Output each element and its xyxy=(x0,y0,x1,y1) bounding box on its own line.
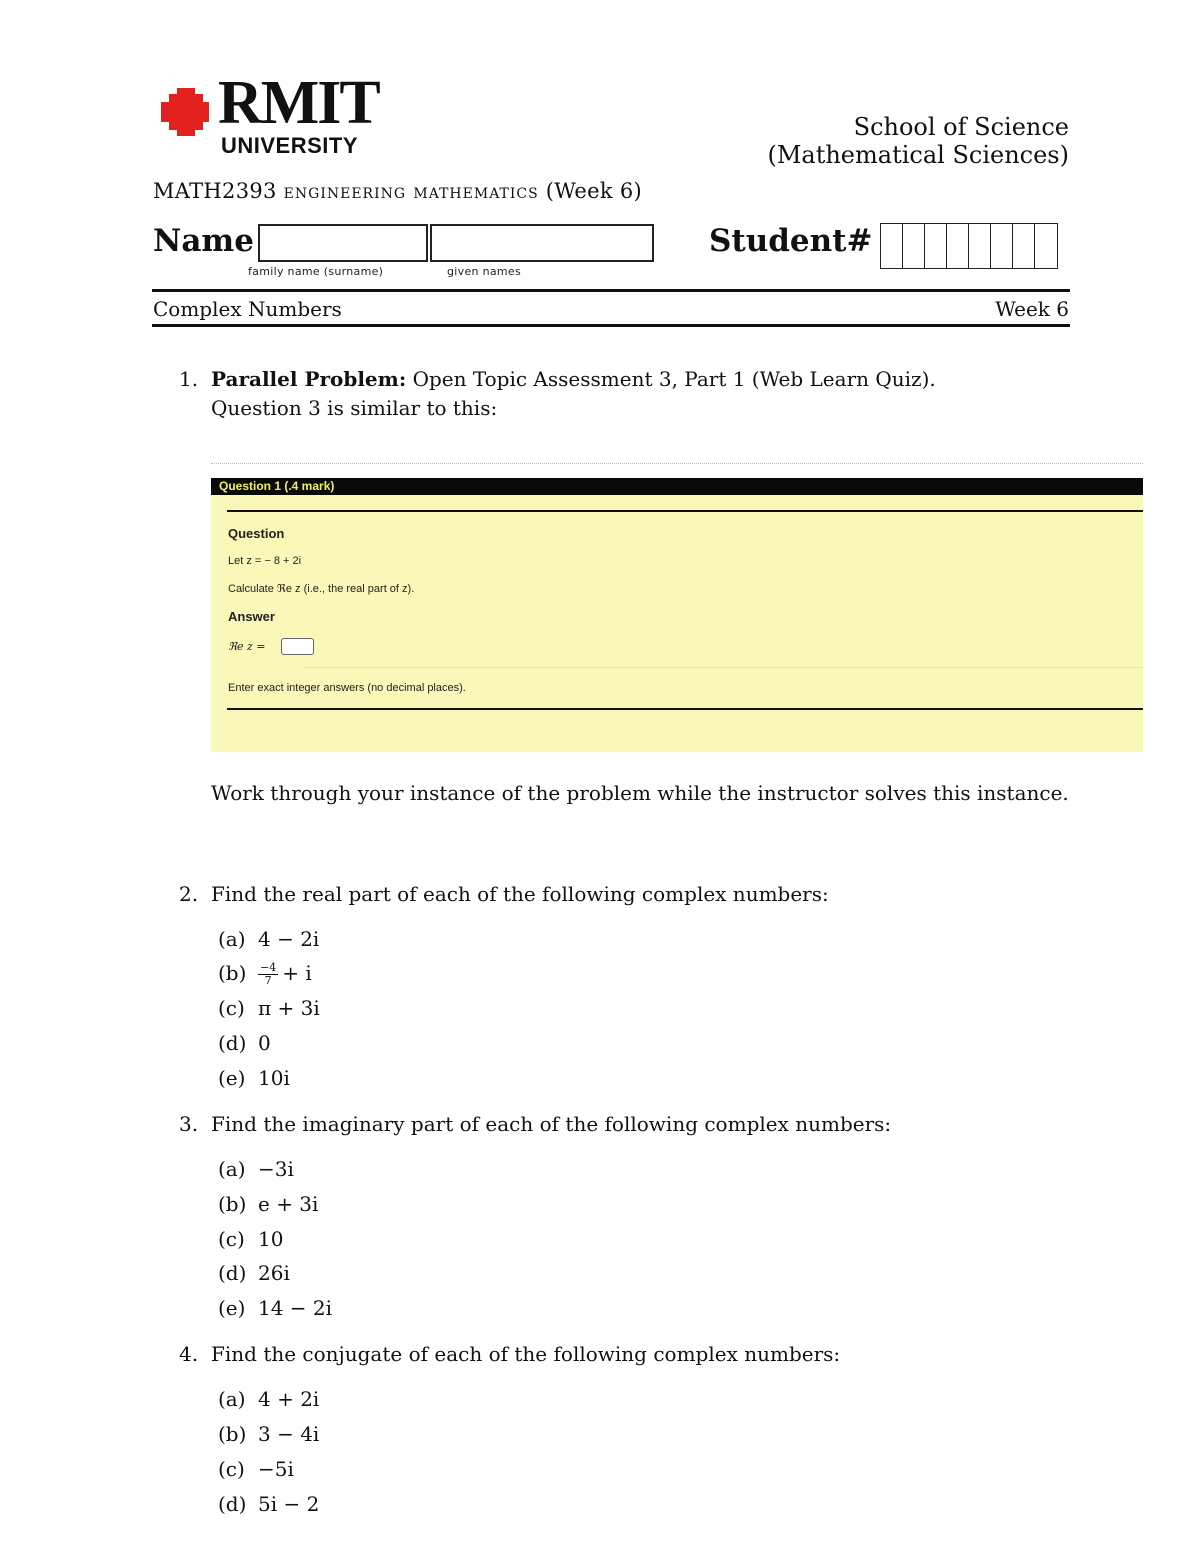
part-label: (d) xyxy=(218,1492,247,1516)
list-item xyxy=(218,1296,332,1320)
part-label: (d) xyxy=(218,1031,247,1055)
quiz-question-heading: Question xyxy=(228,526,285,541)
part-expression: 0 xyxy=(258,1031,271,1055)
part-expression: 10 xyxy=(258,1227,284,1251)
question-1-line-1-rest: Open Topic Assessment 3, Part 1 (Web Learn Quiz). xyxy=(406,367,936,391)
student-digit-box[interactable] xyxy=(947,224,969,268)
course-week: (Week 6) xyxy=(545,179,642,203)
part-label: (c) xyxy=(218,996,245,1020)
quiz-let-line: Let z = − 8 + 2i xyxy=(228,555,302,567)
student-digit-box[interactable] xyxy=(969,224,991,268)
list-item xyxy=(218,1031,271,1055)
part-expression: 3 − 4i xyxy=(258,1422,320,1446)
list-item xyxy=(218,1157,294,1181)
rmit-logo-mark-icon xyxy=(155,82,225,142)
list-item xyxy=(218,927,319,951)
surname-hint: family name (surname) xyxy=(248,265,384,278)
course-name: engineering mathematics xyxy=(283,179,539,203)
student-digit-box[interactable] xyxy=(1035,224,1057,268)
quiz-instructions: Enter exact integer answers (no decimal places). xyxy=(228,682,466,694)
week-label: Week 6 xyxy=(995,297,1069,321)
part-label: (a) xyxy=(218,1157,246,1181)
quiz-screenshot xyxy=(211,463,1143,752)
topic-title: Complex Numbers xyxy=(153,297,342,321)
parallel-problem-label: Parallel Problem: xyxy=(211,367,407,391)
header-rule-top xyxy=(152,289,1070,292)
part-label: (c) xyxy=(218,1227,245,1251)
student-digit-box[interactable] xyxy=(991,224,1013,268)
school-department: (Mathematical Sciences) xyxy=(767,141,1069,169)
list-item xyxy=(218,1457,294,1481)
list-item xyxy=(218,1066,290,1090)
quiz-divider xyxy=(227,708,1143,710)
question-2-text: Find the real part of each of the following complex numbers: xyxy=(211,882,829,906)
part-label: (d) xyxy=(218,1261,247,1285)
part-label: (b) xyxy=(218,961,247,985)
question-1-line-2: Question 3 is similar to this: xyxy=(211,396,498,420)
part-expression: 4 − 2i xyxy=(258,927,320,951)
student-digit-box[interactable] xyxy=(881,224,903,268)
student-number-boxes[interactable] xyxy=(880,223,1058,269)
course-title xyxy=(153,179,642,203)
question-number: 4. xyxy=(179,1342,199,1366)
part-expression: 26i xyxy=(258,1261,290,1285)
student-digit-box[interactable] xyxy=(1013,224,1035,268)
part-label: (b) xyxy=(218,1192,247,1216)
list-item xyxy=(218,1422,319,1446)
list-item xyxy=(218,961,312,987)
given-names-hint: given names xyxy=(447,265,522,278)
student-number-label: Student# xyxy=(709,223,873,259)
part-expression: π + 3i xyxy=(258,996,320,1020)
part-expression: −5i xyxy=(258,1457,294,1481)
fraction-numerator: −4 xyxy=(260,961,277,975)
quiz-question-header-label: Question 1 (.4 mark) xyxy=(219,479,335,493)
part-label: (e) xyxy=(218,1066,246,1090)
list-item xyxy=(218,1192,318,1216)
quiz-calc-line: Calculate ℜe z (i.e., the real part of z). xyxy=(228,583,415,595)
quiz-body xyxy=(211,495,1143,752)
part-expression: 4 + 2i xyxy=(258,1387,320,1411)
part-label: (e) xyxy=(218,1296,246,1320)
part-expression: −3i xyxy=(258,1157,294,1181)
question-number: 3. xyxy=(179,1112,199,1136)
logo-subword: UNIVERSITY xyxy=(221,133,359,158)
quiz-answer-input[interactable] xyxy=(281,638,314,655)
quiz-answer-label: ℜe z = xyxy=(228,640,266,653)
list-item xyxy=(218,1492,319,1516)
question-1-line-1 xyxy=(211,367,936,391)
list-item xyxy=(218,996,320,1020)
question-number: 2. xyxy=(179,882,199,906)
part-label: (c) xyxy=(218,1457,245,1481)
quiz-divider-light xyxy=(303,667,1143,668)
question-number: 1. xyxy=(179,367,199,391)
name-label: Name xyxy=(153,223,254,259)
fraction xyxy=(258,962,278,986)
part-expression: 14 − 2i xyxy=(258,1296,333,1320)
part-label: (b) xyxy=(218,1422,247,1446)
fraction-denominator: 7 xyxy=(264,974,272,987)
student-digit-box[interactable] xyxy=(925,224,947,268)
list-item xyxy=(218,1227,283,1251)
part-expression: 5i − 2 xyxy=(258,1492,320,1516)
logo-wordmark: RMIT xyxy=(218,69,379,137)
given-names-field[interactable] xyxy=(430,224,654,262)
school-name: School of Science xyxy=(853,113,1069,141)
quiz-divider xyxy=(227,510,1143,512)
part-label: (a) xyxy=(218,927,246,951)
list-item xyxy=(218,1261,290,1285)
quiz-question-header xyxy=(211,478,1143,495)
question-3-text: Find the imaginary part of each of the following complex numbers: xyxy=(211,1112,892,1136)
quiz-answer-heading: Answer xyxy=(228,609,275,624)
question-4-text: Find the conjugate of each of the following complex numbers: xyxy=(211,1342,841,1366)
header-rule-bottom xyxy=(152,324,1070,327)
part-label: (a) xyxy=(218,1387,246,1411)
student-digit-box[interactable] xyxy=(903,224,925,268)
screenshot-top-divider xyxy=(211,463,1143,465)
surname-field[interactable] xyxy=(258,224,428,262)
part-expression: e + 3i xyxy=(258,1192,319,1216)
course-code: MATH2393 xyxy=(153,179,277,203)
list-item xyxy=(218,1387,319,1411)
question-1-instructions: Work through your instance of the problem while the instructor solves this instance. xyxy=(211,781,1069,805)
part-expression: 10i xyxy=(258,1066,290,1090)
part-expression: + i xyxy=(282,961,312,985)
